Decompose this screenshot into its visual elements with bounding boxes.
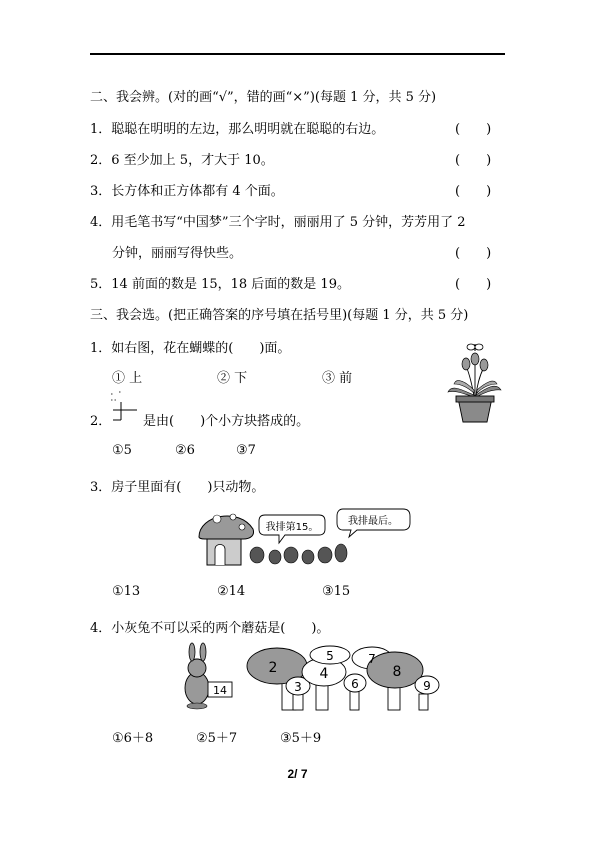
mushroom-label-9: 9	[423, 679, 431, 693]
q3-option-1[interactable]: ①13	[112, 584, 141, 599]
q2-number: 2．	[90, 414, 112, 429]
q1-text: 1．如右图，花在蝴蝶的( )面。	[90, 341, 291, 356]
mushroom-label-6: 6	[351, 677, 359, 691]
rabbit-number: 14	[213, 684, 227, 697]
header-rule	[90, 53, 505, 55]
mushroom-label-8: 8	[392, 664, 402, 680]
section2-item-1: 1．聪聪在明明的左边，那么明明就在聪聪的右边。	[90, 122, 385, 137]
q3-option-3[interactable]: ③15	[322, 584, 351, 599]
mushroom-label-3: 3	[294, 680, 302, 694]
page-number: 2/ 7	[287, 767, 308, 781]
section2-item-3: 3．长方体和正方体都有 4 个面。	[90, 184, 284, 199]
q1-option-2[interactable]: ② 下	[217, 371, 248, 386]
mushroom-group	[247, 646, 439, 710]
q2-option-2[interactable]: ②6	[175, 443, 195, 458]
q2-text: 是由( )个小方块搭成的。	[143, 414, 310, 429]
mushroom-label-2: 2	[268, 660, 278, 676]
rabbit-sign	[208, 682, 232, 697]
q4-text: 4．小灰兔不可以采的两个蘑菇是( )。	[90, 621, 330, 636]
butterfly-icon	[467, 344, 483, 351]
answer-paren-4[interactable]: ( )	[455, 246, 492, 261]
section2-item-2: 2．6 至少加上 5，才大于 10。	[90, 153, 274, 168]
speech-bubble-1-text: 我排第15。	[265, 522, 319, 533]
q3-option-2[interactable]: ②14	[217, 584, 246, 599]
answer-paren-2[interactable]: ( )	[455, 153, 492, 168]
mushroom-house-animals-illustration	[195, 503, 415, 569]
section3-heading: 三、我会选。(把正确答案的序号填在括号里)(每题 1 分，共 5 分)	[90, 308, 469, 323]
q2-option-1[interactable]: ①5	[112, 443, 132, 458]
answer-paren-3[interactable]: ( )	[455, 184, 492, 199]
cube-stack-figure	[107, 390, 147, 426]
mushroom-label-5: 5	[326, 649, 334, 663]
rabbit-mushrooms-illustration	[175, 642, 445, 714]
flowerpot-butterfly-illustration	[444, 340, 504, 426]
rabbit-icon	[185, 643, 209, 709]
section2-item-4-cont: 分钟，丽丽写得快些。	[112, 246, 243, 261]
animals-queue-icon	[250, 544, 347, 564]
mushroom-label-7: 7	[368, 652, 376, 666]
answer-paren-1[interactable]: ( )	[455, 122, 492, 137]
mushroom-house-icon	[199, 514, 254, 565]
speech-bubble-1	[259, 515, 325, 543]
flower-icon	[448, 353, 501, 397]
section2-heading: 二、我会辨。(对的画“√”，错的画“×”)(每题 1 分，共 5 分)	[90, 90, 437, 105]
speech-bubble-2	[337, 509, 410, 537]
mushroom-label-4: 4	[319, 666, 329, 682]
q1-option-1[interactable]: ① 上	[112, 371, 143, 386]
pot-icon	[456, 396, 494, 422]
q4-option-1[interactable]: ①6＋8	[112, 731, 154, 746]
section2-item-5: 5．14 前面的数是 15，18 后面的数是 19。	[90, 277, 350, 292]
q3-text: 3．房子里面有( )只动物。	[90, 480, 265, 495]
section2-item-4: 4．用毛笔书写“中国梦”三个字时，丽丽用了 5 分钟，芳芳用了 2	[90, 215, 466, 230]
q4-option-2[interactable]: ②5＋7	[196, 731, 238, 746]
answer-paren-5[interactable]: ( )	[455, 277, 492, 292]
q4-option-3[interactable]: ③5＋9	[280, 731, 322, 746]
speech-bubble-2-text: 我排最后。	[348, 516, 398, 527]
q1-option-3[interactable]: ③ 前	[322, 371, 353, 386]
q2-option-3[interactable]: ③7	[236, 443, 256, 458]
